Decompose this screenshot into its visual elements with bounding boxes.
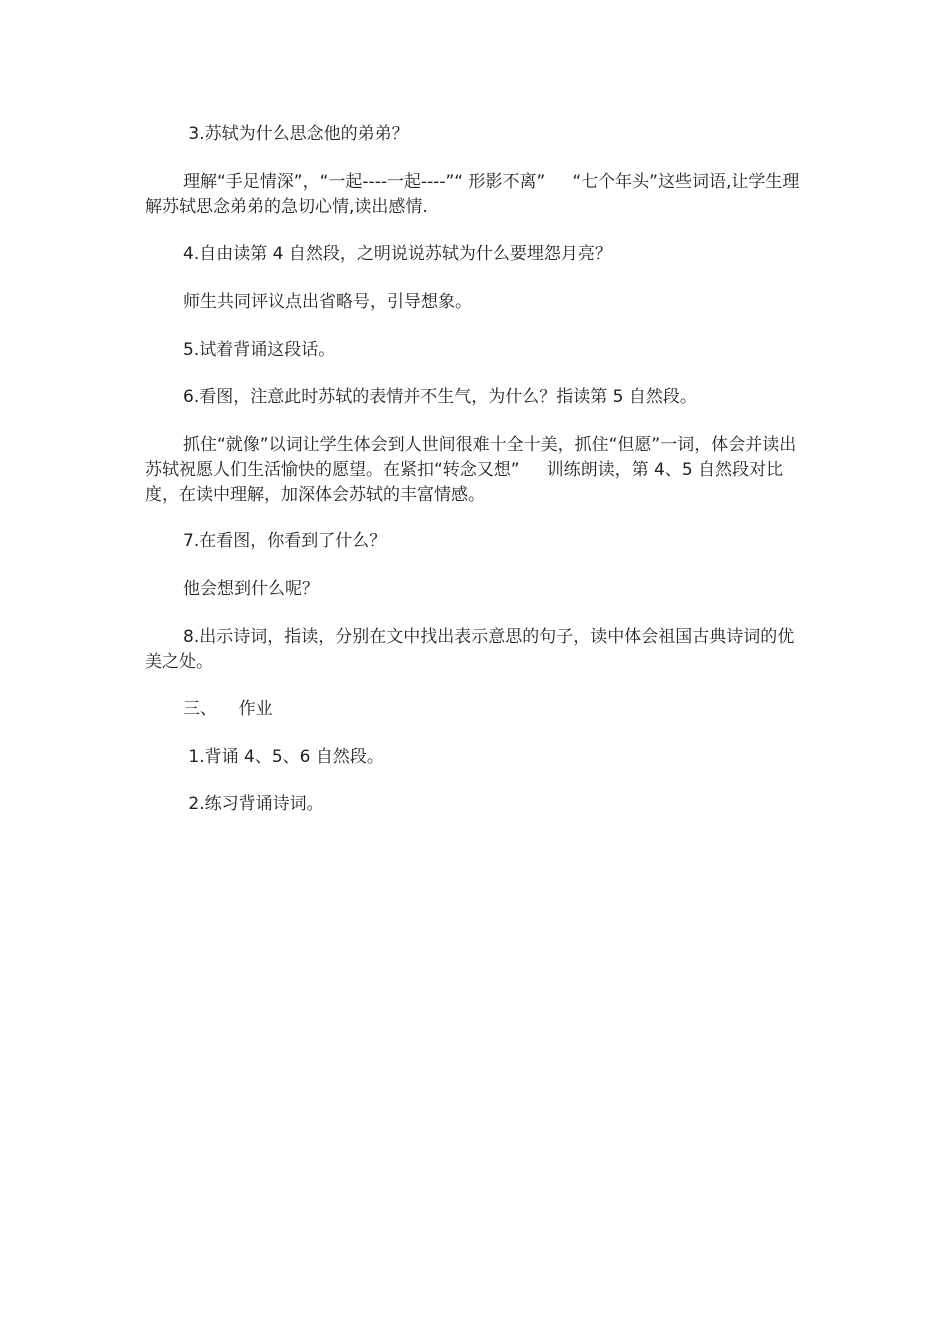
homework-item-2: 2.练习背诵诗词。 <box>183 794 324 814</box>
paragraph-step-5: 5.试着背诵这段话。 <box>183 340 336 360</box>
paragraph-step-7: 7.在看图，你看到了什么？ <box>183 531 387 551</box>
paragraph-step-8: 8.出示诗词，指读，分别在文中找出表示意思的句子，读中体会祖国古典诗词的优美之处。 <box>145 627 795 672</box>
section-heading-homework: 三、 作业 <box>183 699 273 719</box>
paragraph-question-3: 3.苏轼为什么思念他的弟弟？ <box>183 124 409 144</box>
paragraph-understanding-words: 理解“手足情深”，“一起----一起----”“ 形影不离” “七个年头”这些词语,让学生理解苏轼思念弟弟的急切心情,读出感情. <box>145 172 800 217</box>
paragraph-grasp-words: 抓住“就像”以词让学生体会到人世间很难十全十美，抓住“但愿”一词，体会并读出苏轼祝愿人们生活愉快的愿望。在紧扣“转念又想” 训练朗读，第 4、5 自然段对比度，在读中理解，加深体会苏轼的丰富情感。 <box>145 435 797 505</box>
paragraph-step-6: 6.看图，注意此时苏轼的表情并不生气，为什么？指读第 5 自然段。 <box>183 387 697 407</box>
paragraph-what-think: 他会想到什么呢？ <box>183 579 319 599</box>
homework-item-1: 1.背诵 4、5、6 自然段。 <box>183 747 384 767</box>
paragraph-question-4: 4.自由读第 4 自然段，之明说说苏轼为什么要埋怨月亮？ <box>183 244 612 264</box>
paragraph-teacher-student-review: 师生共同评议点出省略号，引导想象。 <box>183 292 472 312</box>
